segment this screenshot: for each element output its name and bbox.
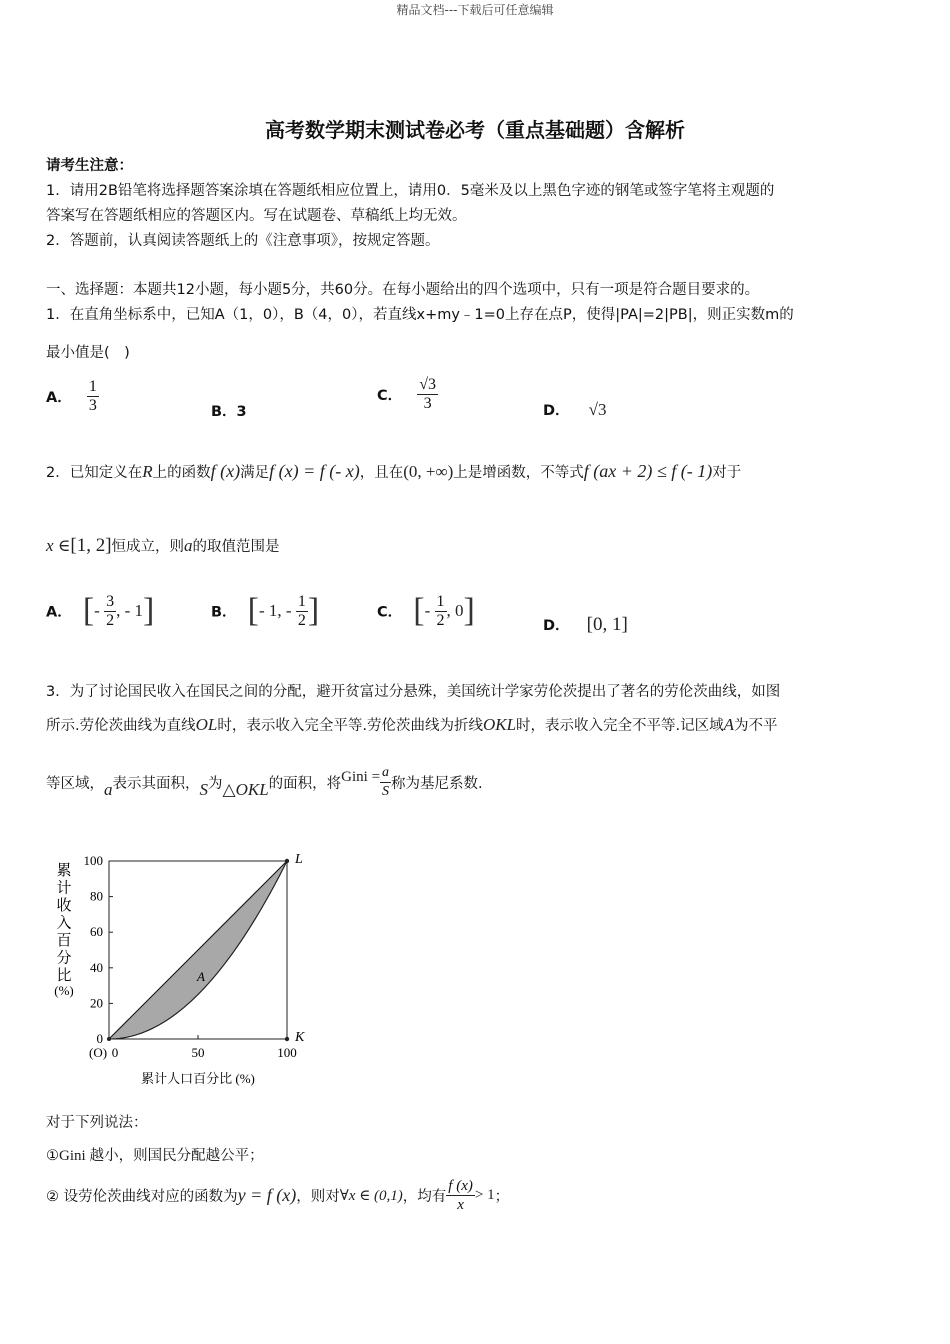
q3-gini-label: Gini = bbox=[341, 769, 381, 785]
q3-gini-num: a bbox=[380, 764, 391, 783]
y-tick-label: 80 bbox=[90, 888, 103, 904]
region-a-label: A bbox=[197, 969, 205, 984]
q2-option-b-fraction bbox=[296, 593, 308, 630]
q2-text-8: 的取值范围是 bbox=[192, 539, 280, 555]
q3-text-2a: 所示.劳伦茨曲线为直线 bbox=[46, 718, 196, 734]
q3-A: A bbox=[723, 715, 735, 734]
q2-text-5: 上是增函数，不等式 bbox=[453, 465, 584, 481]
q1-option-c-fraction bbox=[417, 376, 438, 413]
q3-stem-line-2 bbox=[46, 714, 778, 735]
q1-option-a-num: 1 bbox=[88, 378, 97, 395]
q1-option-c-den: 3 bbox=[423, 395, 432, 412]
q3-text-3d: 的面积，将 bbox=[268, 776, 342, 792]
q2-option-d bbox=[543, 614, 628, 636]
q2-text-7: 恒成立，则 bbox=[111, 539, 185, 555]
q2-text-3: 满足 bbox=[240, 465, 270, 481]
x-tick-label: 50 bbox=[191, 1045, 205, 1060]
notice-line-2: 答案写在答题纸相应的答题区内。写在试题卷、草稿纸上均无效。 bbox=[46, 208, 467, 224]
q3-s1-gini: Gini bbox=[59, 1148, 86, 1164]
q3-s2-num: f (x) bbox=[448, 1178, 473, 1194]
q2-text-1: 2．已知定义在 bbox=[46, 465, 143, 481]
q2-x-range: [1, 2] bbox=[70, 535, 112, 556]
q2-option-a-bracket-right: ] bbox=[143, 592, 155, 629]
q2-text-2: 上的函数 bbox=[152, 465, 211, 481]
y-label-char: 比 bbox=[56, 968, 72, 984]
y-label-char: 计 bbox=[56, 880, 72, 897]
q1-option-c-label: C． bbox=[377, 388, 403, 404]
q2-option-c-bracket-right: ] bbox=[463, 592, 475, 629]
point-l-label: L bbox=[295, 852, 303, 867]
q3-OL: OL bbox=[195, 715, 218, 734]
chart-xlabel: 累计人口百分比 (%) bbox=[141, 1071, 255, 1086]
q2-option-c-fraction bbox=[435, 593, 447, 630]
q3-stem-line-1: 3．为了讨论国民收入在国民之间的分配，避开贫富过分悬殊，美国统计学家劳伦茨提出了著名的劳伦茨曲线，如图 bbox=[46, 684, 781, 700]
q1-stem-line-2: 最小值是( ) bbox=[46, 345, 130, 361]
q3-text-2b: 时，表示收入完全平等.劳伦茨曲线为折线 bbox=[217, 718, 483, 734]
lorenz-chart bbox=[44, 845, 334, 1090]
page-title: 高考数学期末测试卷必考（重点基础题）含解析 bbox=[265, 118, 685, 142]
y-label-char: 累 bbox=[56, 863, 72, 879]
page-header: 精品文档---下载后可任意编辑 bbox=[396, 3, 554, 17]
y-tick-label: 100 bbox=[83, 853, 103, 868]
q2-option-a-bracket-left: [ bbox=[82, 592, 95, 629]
y-label-unit: (%) bbox=[54, 983, 74, 998]
q2-option-a-num: 3 bbox=[106, 592, 115, 610]
q2-fx: f (x) bbox=[210, 461, 241, 481]
q1-option-d-value: √3 bbox=[588, 400, 607, 419]
q2-option-a-den: 2 bbox=[106, 611, 115, 629]
q2-interval: (0, +∞) bbox=[403, 462, 454, 481]
q3-text-3c: 为 bbox=[208, 776, 223, 792]
q1-option-a-den: 3 bbox=[88, 397, 97, 414]
q3-s1-text: 越小，则国民分配越公平； bbox=[89, 1148, 264, 1164]
q2-R: R bbox=[142, 462, 153, 481]
q3-s2-func: y = f (x) bbox=[237, 1185, 297, 1205]
q1-option-d-label: D． bbox=[543, 403, 570, 419]
q3-s2-fraction bbox=[446, 1177, 475, 1214]
q3-s2-text-c: ，均有 bbox=[402, 1189, 447, 1205]
point-l bbox=[285, 859, 289, 863]
q3-s2-gt: > 1 bbox=[474, 1187, 495, 1203]
q2-stem-line-2 bbox=[46, 535, 280, 557]
q3-statement-2 bbox=[46, 1177, 509, 1214]
q2-option-c-label: C． bbox=[377, 604, 403, 621]
q2-text-4: ，且在 bbox=[359, 465, 404, 481]
q2-even-equation: f (x) = f (- x) bbox=[269, 461, 360, 481]
q2-option-d-label: D． bbox=[543, 618, 570, 634]
q3-s2-text-b: ，则对 bbox=[296, 1189, 340, 1205]
q3-statement-1 bbox=[46, 1144, 264, 1165]
notice-line-3: 2．答题前，认真阅读答题纸上的《注意事项》，按规定答题。 bbox=[46, 233, 440, 249]
q3-S: S bbox=[199, 780, 208, 799]
q3-text-3e: 称为基尼系数. bbox=[391, 776, 483, 792]
q1-option-a-fraction bbox=[87, 378, 99, 415]
q3-text-3a: 等区域， bbox=[46, 776, 104, 792]
q2-option-c-num: 1 bbox=[436, 592, 445, 610]
x-tick-label: 100 bbox=[277, 1045, 297, 1060]
notice-heading: 请考生注意： bbox=[46, 158, 133, 174]
q1-option-c bbox=[377, 376, 438, 413]
y-tick-label: 40 bbox=[90, 959, 103, 975]
q3-s1-marker: ① bbox=[46, 1148, 59, 1164]
q2-option-c-den: 2 bbox=[436, 611, 445, 629]
q3-text-2c: 时，表示收入完全不平等.记区域 bbox=[516, 718, 724, 734]
q2-x-in: x ∈ bbox=[46, 536, 71, 555]
q2-option-b-den: 2 bbox=[297, 611, 306, 629]
point-o bbox=[107, 1037, 111, 1041]
q2-option-b-left: - 1, - bbox=[258, 601, 296, 620]
y-tick-label: 20 bbox=[90, 995, 103, 1011]
section-heading: 一、选择题：本题共12小题，每小题5分，共60分。在每小题给出的四个选项中，只有一项是符合题目要求的。 bbox=[46, 282, 760, 298]
q3-triangle: △OKL bbox=[222, 780, 269, 799]
q3-statements-heading: 对于下列说法： bbox=[46, 1115, 148, 1131]
q2-option-a-rest: , - 1 bbox=[116, 601, 143, 620]
origin-label: (O) bbox=[89, 1045, 108, 1060]
q2-option-c-bracket-left: [ bbox=[413, 592, 425, 629]
q1-option-b: B．3 bbox=[211, 404, 247, 420]
q2-option-c bbox=[377, 592, 475, 630]
q3-s2-den: x bbox=[457, 1197, 464, 1213]
q3-gini-den: S bbox=[382, 784, 390, 799]
q2-option-b-bracket-right: ] bbox=[307, 592, 320, 629]
y-label-char: 百 bbox=[56, 933, 72, 949]
q2-option-b-num: 1 bbox=[297, 592, 306, 610]
q3-gini-fraction bbox=[380, 764, 391, 801]
q1-stem-line-1: 1．在直角坐标系中，已知A（1，0），B（4，0），若直线x+my﹣1=0上存在点P，使得|PA|=2|PB|，则正实数m的 bbox=[46, 307, 794, 323]
q2-inequality: f (ax + 2) ≤ f (- 1) bbox=[583, 461, 713, 481]
q2-option-a-minus: - bbox=[94, 601, 105, 620]
q3-s2-end: ； bbox=[494, 1189, 510, 1205]
y-label-char: 入 bbox=[56, 915, 72, 932]
q2-a: a bbox=[184, 536, 193, 555]
notice-line-1: 1．请用2B铅笔将选择题答案涂填在答题纸相应位置上，请用0．5毫米及以上黑色字迹的钢笔或签字笔将主观题的 bbox=[46, 183, 775, 199]
chart-ylabel bbox=[54, 862, 74, 998]
q3-OKL: OKL bbox=[482, 715, 517, 734]
q2-option-b-label: B． bbox=[211, 604, 237, 621]
q2-option-b bbox=[211, 592, 319, 630]
q1-option-c-num: √3 bbox=[419, 376, 437, 393]
q1-option-a-label: A． bbox=[46, 390, 72, 406]
q2-option-c-rest: , 0 bbox=[446, 601, 464, 620]
point-k-label: K bbox=[295, 1030, 305, 1045]
y-label-char: 分 bbox=[56, 950, 72, 967]
q2-stem-line-1 bbox=[46, 461, 741, 482]
q3-s2-text-a: ② 设劳伦茨曲线对应的函数为 bbox=[46, 1189, 238, 1205]
q3-a: a bbox=[104, 780, 113, 799]
q1-option-a bbox=[46, 378, 99, 415]
q3-stem-line-3 bbox=[46, 764, 483, 801]
equality-line-ol bbox=[109, 861, 287, 1039]
q2-option-a bbox=[46, 592, 154, 630]
y-tick-label: 60 bbox=[90, 924, 103, 940]
q2-option-d-value: [0, 1] bbox=[586, 614, 628, 635]
q2-text-6: 对于 bbox=[712, 465, 742, 481]
y-label-char: 收 bbox=[56, 898, 72, 914]
q3-text-2d: 为不平 bbox=[734, 718, 778, 734]
q3-s2-forall: ∀x ∈ (0,1) bbox=[339, 1188, 403, 1204]
q1-option-d bbox=[543, 399, 606, 420]
q2-option-b-bracket-left: [ bbox=[247, 592, 259, 629]
q2-option-c-minus: - bbox=[424, 601, 435, 620]
x-tick-label: 0 bbox=[111, 1045, 119, 1060]
q2-option-a-label: A． bbox=[46, 604, 72, 621]
q3-text-3b: 表示其面积， bbox=[112, 776, 200, 792]
point-k bbox=[285, 1037, 289, 1041]
q2-option-a-fraction bbox=[104, 593, 116, 630]
y-tick-label: 0 bbox=[96, 1031, 103, 1046]
